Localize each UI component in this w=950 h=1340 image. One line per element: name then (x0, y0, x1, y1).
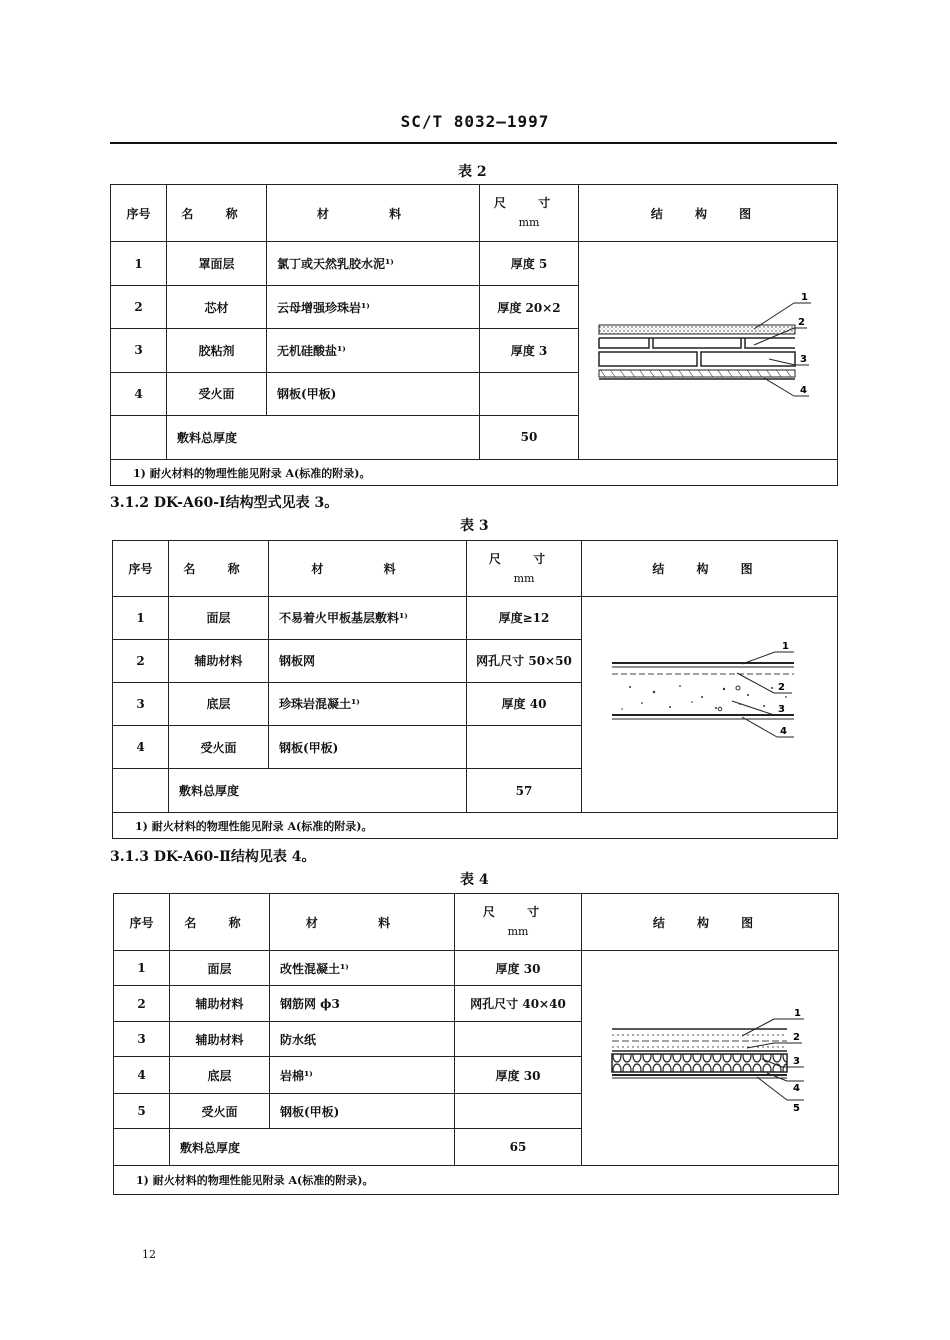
col-name-header: 名 称 (167, 185, 267, 242)
page-number: 12 (142, 1248, 156, 1261)
table-row: 3 底层 珍珠岩混凝土¹⁾ 厚度 40 (113, 682, 838, 726)
col-material-header: 材 料 (267, 185, 480, 242)
table2-header-row (111, 185, 838, 242)
table-row: 5 受火面 钢板(甲板) (114, 1093, 839, 1128)
section-3-1-3: 3.1.3 DK-A60-Ⅱ结构见表 4。 (110, 849, 316, 865)
diagram-label: 3 (778, 704, 785, 715)
standard-code-header: SC/T 8032—1997 (400, 112, 550, 131)
table-row: 4 受火面 钢板(甲板) (111, 372, 838, 415)
layer-diagram-4 (582, 951, 839, 1162)
table-row: 1 面层 改性混凝土¹⁾ 厚度 30 1 2 3 4 5 (114, 951, 839, 986)
diagram-label: 5 (793, 1103, 800, 1114)
table-total-row: 敷料总厚度 65 (114, 1129, 839, 1166)
diagram-label: 1 (782, 641, 789, 652)
layer-diagram-2 (579, 242, 838, 456)
table-row: 2 辅助材料 钢板网 网孔尺寸 50×50 (113, 639, 838, 682)
table3-caption: 表 3 (460, 518, 489, 534)
table2 (110, 184, 838, 486)
diagram-label: 4 (780, 726, 787, 737)
table-row: 1 面层 不易着火甲板基层敷料¹⁾ 厚度≥12 1 2 3 4 (113, 597, 838, 640)
col-no-header: 序号 (111, 185, 167, 242)
diagram-label: 1 (794, 1008, 801, 1019)
table4 (113, 893, 839, 1195)
table-row: 4 受火面 钢板(甲板) (113, 726, 838, 769)
diagram-label: 4 (793, 1083, 800, 1094)
table-row: 3 辅助材料 防水纸 (114, 1021, 839, 1056)
section-3-1-2: 3.1.2 DK-A60-Ⅰ结构型式见表 3。 (110, 495, 339, 511)
diagram-label: 3 (793, 1056, 800, 1067)
table-note-row: 1) 耐火材料的物理性能见附录 A(标准的附录)。 (114, 1166, 839, 1195)
table-total-row: 敷料总厚度 57 (113, 769, 838, 813)
layer-diagram-3 (582, 597, 838, 809)
total-value: 50 (480, 415, 579, 459)
total-label: 敷料总厚度 (167, 415, 480, 459)
diagram-label: 2 (793, 1032, 800, 1043)
table3 (112, 540, 838, 839)
diagram-label: 2 (778, 682, 785, 693)
diagram-label: 3 (800, 354, 807, 365)
table-row: 2 芯材 云母增强珍珠岩¹⁾ 厚度 20×2 (111, 286, 838, 329)
table4-structure-diagram (582, 951, 839, 1166)
table4-header-row: 序号 名 称 材 料 尺 寸 mm 结 构 图 (114, 894, 839, 951)
table-row: 2 辅助材料 钢筋网 ϕ3 网孔尺寸 40×40 (114, 986, 839, 1021)
table-row: 1 罩面层 氯丁或天然乳胶水泥¹⁾ 厚度 5 1 2 3 4 (111, 242, 838, 286)
diagram-label: 4 (800, 385, 807, 396)
col-size-header: 尺 寸 mm (480, 185, 579, 242)
table3-structure-diagram (582, 597, 838, 813)
table-note-row: 1) 耐火材料的物理性能见附录 A(标准的附录)。 (113, 813, 838, 839)
diagram-label: 1 (801, 292, 808, 303)
table2-caption: 表 2 (458, 164, 487, 180)
table3-header-row: 序号 名 称 材 料 尺 寸 mm 结 构 图 (113, 541, 838, 597)
table2-structure-diagram (579, 242, 838, 460)
col-diagram-header: 结 构 图 (579, 185, 838, 242)
header-rule (110, 142, 837, 144)
table-note-row (111, 460, 838, 486)
table-row: 3 胶粘剂 无机硅酸盐¹⁾ 厚度 3 (111, 329, 838, 372)
table-row: 4 底层 岩棉¹⁾ 厚度 30 (114, 1057, 839, 1094)
table-note: 1) 耐火材料的物理性能见附录 A(标准的附录)。 (111, 460, 838, 486)
diagram-label: 2 (798, 317, 805, 328)
table4-caption: 表 4 (460, 872, 489, 888)
